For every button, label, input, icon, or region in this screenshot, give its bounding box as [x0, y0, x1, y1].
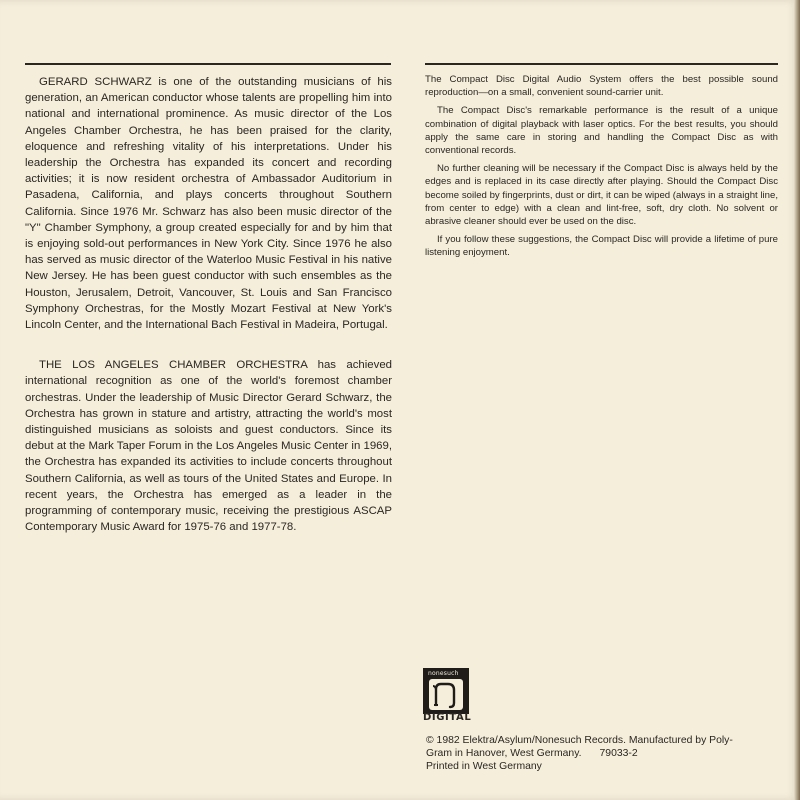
left-top-rule: [25, 63, 391, 65]
orchestra-biography: THE LOS ANGELES CHAMBER ORCHESTRA has achieved international recognition as one of the world's foremost chamber orchestras. Under the leadership of Music Director Gerard Schwarz, the Orchestra has grown in stature and artistry, attracting the world's most distinguished musicians as soloists and guest conductors. Since its debut at the Mark Taper Forum in the Los Angeles Music Center in 1969, the Orchestra has expanded its activities to include concerts throughout Southern California, as well as tours of the United States and Europe. In recent years, the Orchestra has emerged as a leader in the programming of contemporary music, receiving the prestigious ASCAP Contemporary Music Award for 1975-76 and 1977-78.: [25, 359, 392, 534]
credits-block: [426, 735, 778, 773]
nonesuch-n-icon: [424, 669, 468, 713]
right-column: [425, 73, 778, 265]
logo-box: [423, 668, 469, 714]
manufacture-location: Gram in Hanover, West Germany.: [426, 747, 582, 759]
manufacture-line: [426, 748, 778, 761]
right-top-rule: [425, 63, 778, 65]
copyright-line: © 1982 Elektra/Asylum/Nonesuch Records. Manufactured by Poly-: [426, 735, 733, 746]
digital-label: DIGITAL: [423, 712, 472, 723]
cd-performance-paragraph: The Compact Disc's remarkable performance is the result of a unique combination of digital playback with laser optics. For the best results, you should apply the same care in storing and handling the Compact Disc as with conventional records.: [425, 105, 778, 157]
cd-cleaning-paragraph: No further cleaning will be necessary if the Compact Disc is always held by the edges and is replaced in its case directly after playing. Should the Compact Disc become soiled by fingerprints, dust or dirt, it can be wiped (always in a straight line, from center to edge) with a clean and lint-free, soft, dry cloth. No solvent or abrasive cleaner should ever be used on the disc.: [425, 163, 778, 228]
cd-enjoyment-paragraph: If you follow these suggestions, the Compact Disc will provide a lifetime of pure listening enjoyment.: [425, 234, 778, 259]
schwarz-biography: GERARD SCHWARZ is one of the outstanding musicians of his generation, an American conductor whose talents are propelling him into national and international prominence. As music director of the Los Angeles Chamber Orchestra, he has been praised for the clarity, eloquence and refreshing vitality of his interpretations. Under his leadership the Orchestra has expanded its concert and recording activities; it is now resident orchestra of Ambassador Auditorium in Pasadena, California, and plays concerts throughout Southern California. Since 1976 Mr. Schwarz has also been music director of the "Y" Chamber Symphony, a group created especially for and by him that is enjoying sold-out performances in New York City. Since 1976 he also has served as music director of the Waterloo Music Festival in his native New Jersey. He has been guest conductor with such ensembles as the Houston, Jerusalem, Detroit, Vancouver, St. Louis and San Francisco Symphony Orchestras, for the Mostly Mozart Festival at New York's Lincoln Center, and the International Bach Festival in Madeira, Portugal.: [25, 76, 392, 332]
left-column: [25, 74, 392, 559]
logo-label: nonesuch: [428, 670, 459, 677]
cd-intro-paragraph: The Compact Disc Digital Audio System offers the best possible sound reproduction—on a small, convenient sound-carrier unit.: [425, 74, 778, 99]
printed-line: Printed in West Germany: [426, 760, 542, 772]
page-edge-shadow: [794, 0, 800, 800]
catalog-number: 79033-2: [599, 747, 638, 759]
